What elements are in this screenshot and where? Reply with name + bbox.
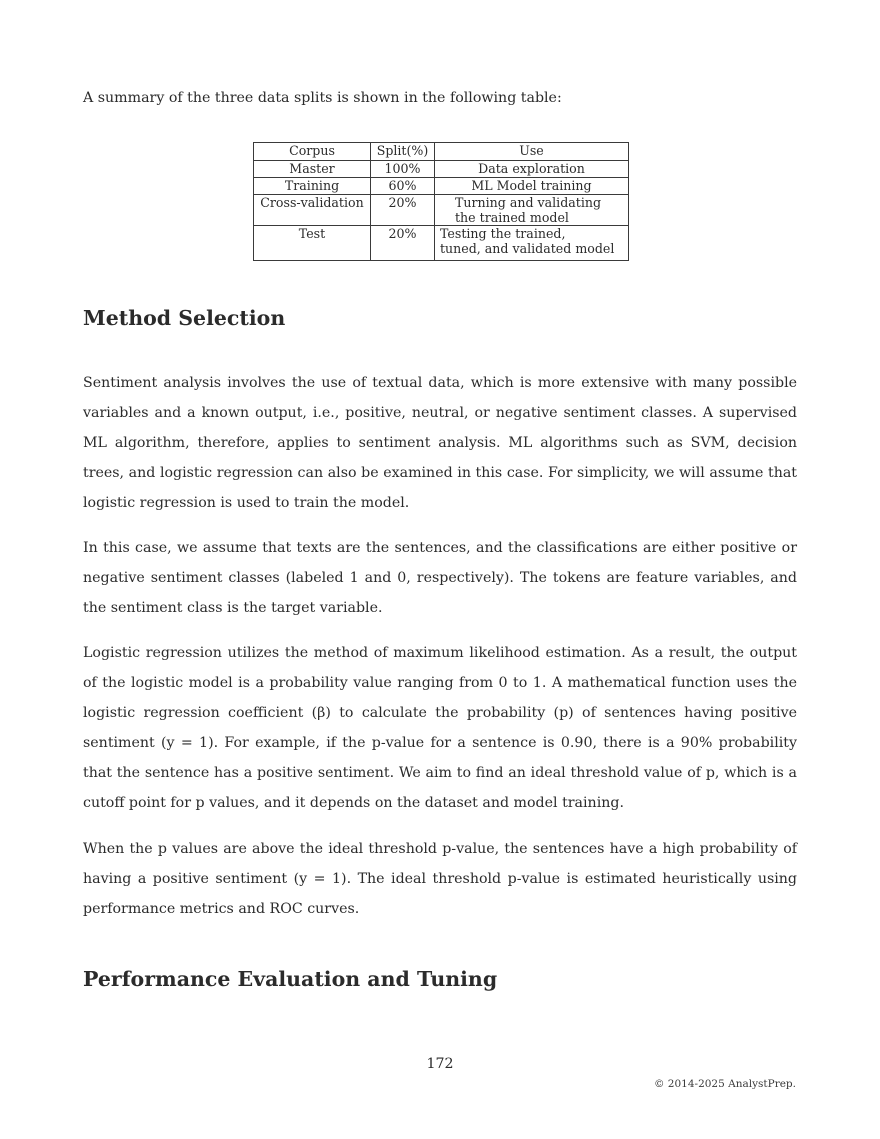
data-splits-table: [253, 142, 629, 261]
cell-split: 20%: [371, 195, 435, 226]
section-heading-performance-evaluation: Performance Evaluation and Tuning: [83, 967, 498, 991]
table-row: [254, 195, 629, 226]
cell-corpus: Training: [254, 178, 371, 195]
table-header-row: [254, 143, 629, 161]
cell-use: Data exploration: [435, 161, 629, 178]
cell-corpus: Cross-validation: [254, 195, 371, 226]
copyright-notice: © 2014-2025 AnalystPrep.: [653, 1078, 796, 1090]
cell-use: Testing the trained, tuned, and validated model: [435, 226, 629, 261]
intro-text: A summary of the three data splits is shown in the following table:: [83, 90, 562, 106]
cell-use: ML Model training: [435, 178, 629, 195]
table-row: [254, 178, 629, 195]
header-split: Split(%): [371, 143, 435, 161]
cell-split: 100%: [371, 161, 435, 178]
section-heading-method-selection: Method Selection: [83, 306, 286, 330]
cell-corpus: Test: [254, 226, 371, 261]
cell-split: 60%: [371, 178, 435, 195]
table-row: [254, 161, 629, 178]
paragraph-texts-classification: In this case, we assume that texts are the sentences, and the classifications are either positive or negative sentiment classes (labeled 1 and 0, respectively). The tokens are feature variables, and the sentiment class is the target variable.: [83, 540, 797, 617]
cell-split: 20%: [371, 226, 435, 261]
cell-use: Turning and validating the trained model: [435, 195, 629, 226]
paragraph-sentiment-analysis: Sentiment analysis involves the use of textual data, which is more extensive with many possible variables and a known output, i.e., positive, neutral, or negative sentiment classes. A supervised ML algorithm, therefore, applies to sentiment analysis. ML algorithms such as SVM, decision trees, and logistic regression can also be examined in this case. For simplicity, we will assume that logistic regression is used to train the model.: [83, 375, 797, 512]
page-number: 172: [426, 1056, 454, 1072]
cell-corpus: Master: [254, 161, 371, 178]
paragraph-logistic-regression: Logistic regression utilizes the method of maximum likelihood estimation. As a result, the output of the logistic model is a probability value ranging from 0 to 1. A mathematical function uses the logistic regression coefficient (β) to calculate the probability (p) of sentences having positive sentiment (y = 1). For example, if the p-value for a sentence is 0.90, there is a 90% probability that the sentence has a positive sentiment. We aim to find an ideal threshold value of p, which is a cutoff point for p values, and it depends on the dataset and model training.: [83, 645, 797, 812]
header-use: Use: [435, 143, 629, 161]
table-row: [254, 226, 629, 261]
header-corpus: Corpus: [254, 143, 371, 161]
paragraph-threshold: When the p values are above the ideal threshold p-value, the sentences have a high probability of having a positive sentiment (y = 1). The ideal threshold p-value is estimated heuristically using performance metrics and ROC curves.: [83, 841, 797, 918]
